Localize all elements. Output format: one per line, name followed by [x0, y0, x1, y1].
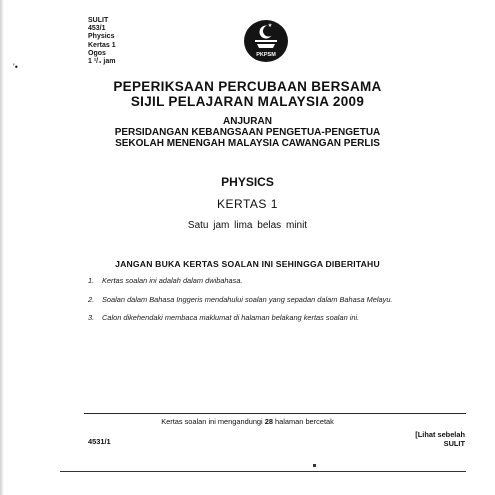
header-paper: Kertas 1: [88, 41, 116, 49]
logo-caption: PKPSM: [256, 52, 276, 58]
page-count-prefix: Kertas soalan ini mengandungi: [161, 417, 263, 426]
page-count-number: 28: [264, 417, 273, 426]
header-month: Ogos: [88, 49, 106, 57]
footer-divider: [84, 413, 466, 414]
scan-tick-mark: [313, 464, 316, 467]
exam-title-line-2: SIJIL PELAJARAN MALAYSIA 2009: [130, 94, 365, 109]
do-not-open-warning: JANGAN BUKA KERTAS SOALAN INI SEHINGGA DIBERITAHU: [115, 259, 380, 269]
instruction-text: Kertas soalan ini adalah dalam dwibahasa.: [102, 276, 243, 285]
header-code: 453/1: [88, 25, 106, 33]
subject-name: PHYSICS: [221, 175, 274, 189]
page-count-note: [0, 417, 495, 426]
organizer-line-2: SEKOLAH MENENGAH MALAYSIA CAWANGAN PERLIS: [115, 138, 380, 149]
exam-title-line-1: PEPERIKSAAN PERCUBAAN BERSAMA: [113, 79, 382, 94]
organizer-label: ANJURAN: [223, 116, 272, 127]
stray-scan-mark: '•: [13, 62, 18, 72]
see-next-page-note: [Lihat sebelah: [415, 430, 465, 439]
instruction-item: [88, 295, 392, 304]
footer-right-block: [415, 430, 465, 448]
footer-status: SULIT: [443, 439, 465, 448]
header-subject: Physics: [88, 33, 115, 41]
header-metadata: [88, 17, 116, 66]
subject-paper: KERTAS 1: [217, 197, 278, 211]
footer-paper-code: 4531/1: [88, 437, 111, 446]
instruction-text: Soalan dalam Bahasa Inggeris mendahului soalan yang sepadan dalam Bahasa Melayu.: [102, 294, 393, 304]
subject-duration: Satu jam lima belas minit: [187, 220, 308, 231]
header-duration: 1 ¹/₄ jam: [88, 58, 116, 66]
school-crest-logo-icon: [243, 18, 289, 64]
instructions-list: [88, 276, 392, 332]
header-status: SULIT: [88, 17, 109, 24]
instruction-number: 1.: [88, 276, 95, 285]
instruction-item: [88, 276, 392, 285]
bottom-divider: [60, 471, 466, 472]
organizer-line-1: PERSIDANGAN KEBANGSAAN PENGETUA-PENGETUA: [114, 127, 381, 138]
instruction-text: Calon dikehendaki membaca maklumat di halaman belakang kertas soalan ini.: [102, 313, 360, 322]
instruction-number: 2.: [88, 294, 95, 304]
page-count-suffix: halaman bercetak: [275, 417, 334, 426]
instruction-item: [88, 313, 392, 322]
instruction-number: 3.: [88, 313, 95, 322]
